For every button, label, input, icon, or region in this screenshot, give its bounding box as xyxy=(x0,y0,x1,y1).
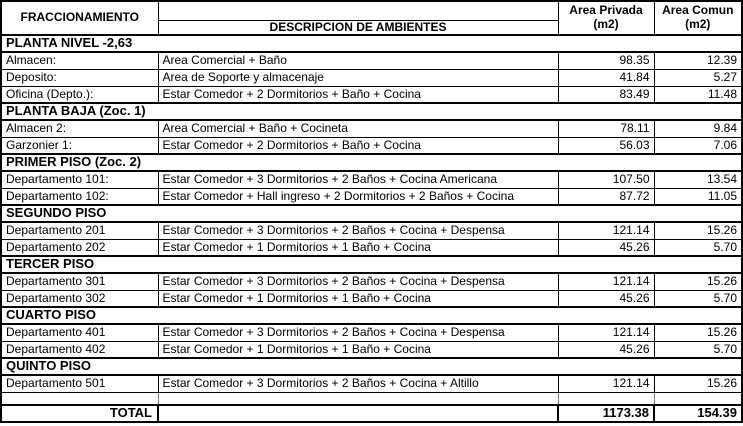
description-cell: Area Comercial + Baño + Cocineta xyxy=(158,120,558,137)
unit-label-cell: Departamento 401 xyxy=(1,324,158,341)
area-privada-cell: 121.14 xyxy=(558,222,654,239)
total-area-comun-cell: 154.39 xyxy=(654,405,742,422)
table-row xyxy=(1,239,742,256)
section-row xyxy=(1,256,742,273)
area-privada-cell: 121.14 xyxy=(558,273,654,290)
area-privada-cell: 56.03 xyxy=(558,137,654,154)
area-comun-cell: 5.70 xyxy=(654,239,742,256)
section-label: PLANTA BAJA (Zoc. 1) xyxy=(1,103,742,120)
area-comun-cell: 5.70 xyxy=(654,341,742,358)
area-comun-cell: 15.26 xyxy=(654,222,742,239)
table-row xyxy=(1,52,742,69)
table-row xyxy=(1,69,742,86)
area-privada-cell: 78.11 xyxy=(558,120,654,137)
spacer-cell xyxy=(558,392,654,405)
table-row xyxy=(1,188,742,205)
description-cell: Estar Comedor + 3 Dormitorios + 2 Baños + Cocina + Despensa xyxy=(158,273,558,290)
header-area-comun-label: Area Comun xyxy=(662,3,734,18)
area-privada-cell: 98.35 xyxy=(558,52,654,69)
section-label: SEGUNDO PISO xyxy=(1,205,742,222)
area-privada-cell: 41.84 xyxy=(558,69,654,86)
table-row xyxy=(1,222,742,239)
unit-label-cell: Departamento 301 xyxy=(1,273,158,290)
total-area-privada-cell: 1173.38 xyxy=(558,405,654,422)
header-area-comun xyxy=(654,1,742,35)
section-row xyxy=(1,154,742,171)
section-label: QUINTO PISO xyxy=(1,358,742,375)
spacer-cell xyxy=(1,392,158,405)
header-area-privada xyxy=(558,1,654,35)
description-cell: Estar Comedor + 1 Dormitorios + 1 Baño + Cocina xyxy=(158,341,558,358)
table-row xyxy=(1,324,742,341)
total-row xyxy=(1,405,742,422)
unit-label-cell: Almacen: xyxy=(1,52,158,69)
unit-label-cell: Deposito: xyxy=(1,69,158,86)
description-cell: Estar Comedor + 3 Dormitorios + 2 Baños + Cocina Americana xyxy=(158,171,558,188)
description-cell: Area Comercial + Baño xyxy=(158,52,558,69)
table-row xyxy=(1,86,742,103)
unit-label-cell: Almacen 2: xyxy=(1,120,158,137)
section-row xyxy=(1,103,742,120)
description-cell: Estar Comedor + 1 Dormitorios + 1 Baño + Cocina xyxy=(158,290,558,307)
area-privada-cell: 87.72 xyxy=(558,188,654,205)
unit-label-cell: Garzonier 1: xyxy=(1,137,158,154)
description-cell: Estar Comedor + 3 Dormitorios + 2 Baños + Cocina + Despensa xyxy=(158,222,558,239)
area-comun-cell: 15.26 xyxy=(654,273,742,290)
area-comun-cell: 15.26 xyxy=(654,324,742,341)
table-row xyxy=(1,273,742,290)
unit-label-cell: Departamento 302 xyxy=(1,290,158,307)
unit-label-cell: Departamento 202 xyxy=(1,239,158,256)
description-cell: Estar Comedor + 2 Dormitorios + Baño + Cocina xyxy=(158,137,558,154)
area-privada-cell: 45.26 xyxy=(558,239,654,256)
description-cell: Estar Comedor + 3 Dormitorios + 2 Baños + Cocina + Altillo xyxy=(158,375,558,392)
total-description-cell xyxy=(158,405,558,422)
header-area-privada-label: Area Privada xyxy=(569,3,643,18)
section-row xyxy=(1,205,742,222)
table-row xyxy=(1,120,742,137)
area-comun-cell: 11.05 xyxy=(654,188,742,205)
description-cell: Area de Soporte y almacenaje xyxy=(158,69,558,86)
header-descripcion: DESCRIPCION DE AMBIENTES xyxy=(158,20,558,35)
table-row xyxy=(1,290,742,307)
description-cell: Estar Comedor + 2 Dormitorios + Baño + Cocina xyxy=(158,86,558,103)
header-empty-cell xyxy=(158,1,558,20)
header-fraccionamiento: FRACCIONAMIENTO xyxy=(1,1,158,35)
description-cell: Estar Comedor + 1 Dormitorios + 1 Baño + Cocina xyxy=(158,239,558,256)
section-row xyxy=(1,35,742,52)
section-label: CUARTO PISO xyxy=(1,307,742,324)
description-cell: Estar Comedor + 3 Dormitorios + 2 Baños + Cocina + Despensa xyxy=(158,324,558,341)
spacer-row xyxy=(1,392,742,405)
total-label-cell: TOTAL xyxy=(1,405,158,422)
area-comun-cell: 5.70 xyxy=(654,290,742,307)
area-privada-cell: 121.14 xyxy=(558,324,654,341)
section-label: TERCER PISO xyxy=(1,256,742,273)
section-label: PRIMER PISO (Zoc. 2) xyxy=(1,154,742,171)
area-comun-cell: 15.26 xyxy=(654,375,742,392)
spacer-cell xyxy=(654,392,742,405)
unit-label-cell: Oficina (Depto.): xyxy=(1,86,158,103)
area-comun-cell: 5.27 xyxy=(654,69,742,86)
area-comun-cell: 11.48 xyxy=(654,86,742,103)
area-comun-cell: 9.84 xyxy=(654,120,742,137)
description-cell: Estar Comedor + Hall ingreso + 2 Dormitorios + 2 Baños + Cocina xyxy=(158,188,558,205)
area-comun-cell: 7.06 xyxy=(654,137,742,154)
table-row xyxy=(1,375,742,392)
area-comun-cell: 12.39 xyxy=(654,52,742,69)
table-row xyxy=(1,171,742,188)
unit-label-cell: Departamento 501 xyxy=(1,375,158,392)
section-row xyxy=(1,358,742,375)
area-privada-cell: 45.26 xyxy=(558,341,654,358)
section-row xyxy=(1,307,742,324)
area-privada-cell: 121.14 xyxy=(558,375,654,392)
area-privada-cell: 107.50 xyxy=(558,171,654,188)
table-header xyxy=(1,1,742,35)
spacer-cell xyxy=(158,392,558,405)
header-area-comun-unit: (m2) xyxy=(685,17,711,32)
unit-label-cell: Departamento 402 xyxy=(1,341,158,358)
area-privada-cell: 83.49 xyxy=(558,86,654,103)
unit-label-cell: Departamento 101: xyxy=(1,171,158,188)
area-privada-cell: 45.26 xyxy=(558,290,654,307)
unit-label-cell: Departamento 201 xyxy=(1,222,158,239)
unit-label-cell: Departamento 102: xyxy=(1,188,158,205)
table-row xyxy=(1,341,742,358)
header-area-privada-unit: (m2) xyxy=(593,17,619,32)
table-body xyxy=(1,35,742,422)
table-row xyxy=(1,137,742,154)
section-label: PLANTA NIVEL -2,63 xyxy=(1,35,742,52)
area-comun-cell: 13.54 xyxy=(654,171,742,188)
